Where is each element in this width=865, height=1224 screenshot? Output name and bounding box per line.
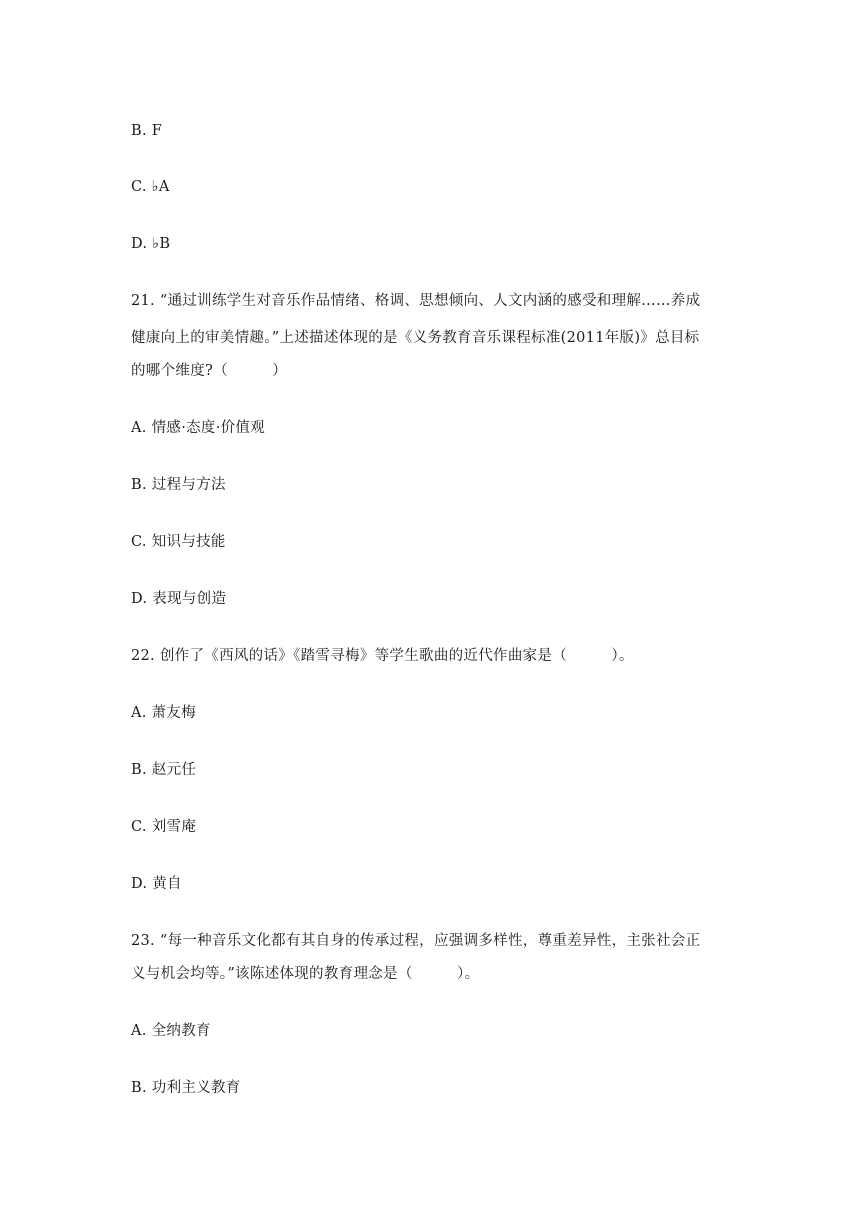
option-text: ♭B	[152, 236, 171, 252]
option-label: A.	[131, 420, 147, 436]
option-label: D.	[131, 236, 148, 252]
option-text: 刘雪庵	[151, 819, 197, 835]
option-label: D.	[131, 591, 148, 607]
option-text: 黄自	[152, 876, 182, 892]
option-label: B.	[131, 1080, 147, 1096]
question-21-stem-line3: 的哪个维度?（ ）	[131, 363, 288, 379]
option-label: D.	[131, 876, 148, 892]
option-text: 情感·态度·价值观	[151, 420, 266, 436]
question-23-stem-line1: 23. “每一种音乐文化都有其自身的传承过程，应强调多样性，尊重差异性，主张社会正	[131, 933, 701, 949]
question-21-stem-line1: 21. “通过训练学生对音乐作品情绪、格调、思想倾向、人文内涵的感受和理解……养成	[131, 293, 701, 309]
option-text: 知识与技能	[151, 534, 226, 550]
option-q21-a	[131, 418, 741, 438]
question-22-stem: 22. 创作了《西风的话》《踏雪寻梅》等学生歌曲的近代作曲家是（ ）。	[131, 648, 634, 664]
option-label: A.	[131, 1023, 147, 1039]
option-q20-c	[131, 177, 741, 197]
option-q22-c	[131, 817, 741, 837]
option-q21-c	[131, 532, 741, 552]
option-text: 赵元任	[151, 762, 197, 778]
option-text: ♭A	[151, 179, 170, 195]
option-q22-b	[131, 760, 741, 780]
option-q21-d	[131, 589, 741, 609]
question-21-stem-line2: 健康向上的审美情趣。”上述描述体现的是《义务教育音乐课程标准(2011年版)》总目标	[131, 330, 700, 346]
option-q22-a	[131, 703, 741, 723]
option-q23-b	[131, 1078, 741, 1098]
option-label: B.	[131, 123, 147, 139]
option-label: C.	[131, 534, 147, 550]
option-q21-b	[131, 475, 741, 495]
option-label: B.	[131, 762, 147, 778]
option-q20-b	[131, 121, 741, 141]
option-text: 表现与创造	[152, 591, 227, 607]
question-23-stem-line2: 义与机会均等。”该陈述体现的教育理念是（ ）。	[131, 966, 480, 982]
option-label: C.	[131, 179, 147, 195]
option-label: B.	[131, 477, 147, 493]
option-label: C.	[131, 819, 147, 835]
option-label: A.	[131, 705, 147, 721]
option-text: F	[151, 123, 163, 139]
option-text: 过程与方法	[151, 477, 226, 493]
option-q22-d	[131, 874, 741, 894]
option-q20-d	[131, 234, 741, 254]
option-text: 萧友梅	[151, 705, 197, 721]
option-q23-a	[131, 1021, 741, 1041]
option-text: 功利主义教育	[151, 1080, 241, 1096]
option-text: 全纳教育	[151, 1023, 211, 1039]
